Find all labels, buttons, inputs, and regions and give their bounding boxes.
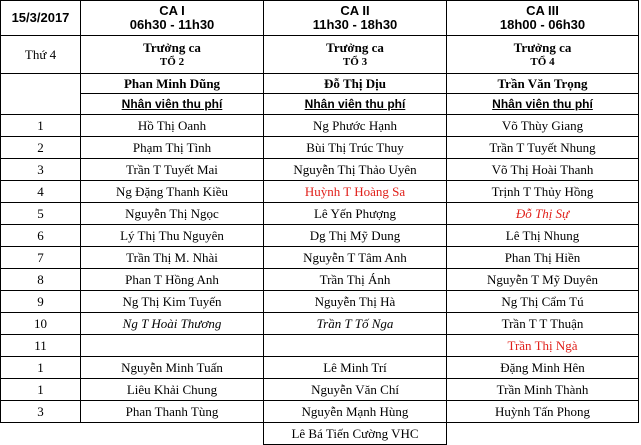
table-row [1, 225, 639, 247]
shift-1-leader: Phan Minh Dũng [81, 74, 264, 94]
shift-1-time: 06h30 - 11h30 [129, 17, 215, 32]
shift-3-staff: Phan Thị Hiền [447, 247, 639, 269]
shift-3-staff: Trần T T Thuận [447, 313, 639, 335]
shift-3-staff: Đỗ Thị Sự [447, 203, 639, 225]
shift-header-row [1, 1, 639, 36]
table-row [1, 401, 639, 423]
staff-title-blank [1, 94, 81, 115]
shift-3-staff: Trần Minh Thành [447, 379, 639, 401]
row-number [1, 423, 81, 445]
leader-blank [1, 74, 81, 94]
shift-1-staff: Ng Đặng Thanh Kiều [81, 181, 264, 203]
shift-1-staff: Ng T Hoài Thương [81, 313, 264, 335]
table-row [1, 313, 639, 335]
row-number: 1 [1, 115, 81, 137]
shift-1-staff: Lý Thị Thu Nguyên [81, 225, 264, 247]
shift-3-staff-title: Nhân viên thu phí [492, 97, 593, 111]
shift-3-team [447, 36, 639, 74]
table-row [1, 137, 639, 159]
leader-row [1, 74, 639, 94]
table-row [1, 181, 639, 203]
shift-2-staff: Nguyễn Văn Chí [264, 379, 447, 401]
shift-2-staff: Ng Phước Hạnh [264, 115, 447, 137]
row-number: 3 [1, 159, 81, 181]
shift-2-staff: Nguyễn Thị Hà [264, 291, 447, 313]
row-number: 1 [1, 357, 81, 379]
shift-1-staff-title: Nhân viên thu phí [121, 97, 223, 111]
shift-1-staff: Phạm Thị Tình [81, 137, 264, 159]
shift-3-header [447, 1, 639, 36]
row-number: 7 [1, 247, 81, 269]
table-row [1, 379, 639, 401]
shift-1-staff [81, 423, 264, 445]
shift-1-header [81, 1, 264, 36]
shift-1-name: CA I [159, 3, 185, 18]
shift-3-staff: Nguyễn T Mỹ Duyên [447, 269, 639, 291]
shift-1-staff: Phan Thanh Tùng [81, 401, 264, 423]
team-header-row [1, 36, 639, 74]
shift-1-team [81, 36, 264, 74]
shift-3-staff: Huỳnh Tấn Phong [447, 401, 639, 423]
shift-1-staff: Trần Thị M. Nhài [81, 247, 264, 269]
shift-1-staff-title-cell [81, 94, 264, 115]
shift-3-staff: Trịnh T Thủy Hồng [447, 181, 639, 203]
shift-2-name: CA II [340, 3, 370, 18]
shift-1-staff: Hồ Thị Oanh [81, 115, 264, 137]
row-number: 8 [1, 269, 81, 291]
shift-2-staff: Trần Thị Ánh [264, 269, 447, 291]
shift-2-role: Trưởng ca [326, 39, 384, 55]
shift-2-staff: Bùi Thị Trúc Thuy [264, 137, 447, 159]
shift-3-staff: Ng Thị Cẩm Tú [447, 291, 639, 313]
shift-3-leader: Trần Văn Trọng [447, 74, 639, 94]
row-number: 11 [1, 335, 81, 357]
shift-2-staff: Nguyễn Thị Thảo Uyên [264, 159, 447, 181]
shift-1-staff: Liêu Khải Chung [81, 379, 264, 401]
shift-3-staff: Đặng Minh Hên [447, 357, 639, 379]
shift-1-staff: Nguyễn Minh Tuấn [81, 357, 264, 379]
row-number: 3 [1, 401, 81, 423]
shift-2-team [264, 36, 447, 74]
shift-2-staff [264, 335, 447, 357]
shift-2-staff: Nguyễn Mạnh Hùng [264, 401, 447, 423]
table-row [1, 115, 639, 137]
row-number: 5 [1, 203, 81, 225]
shift-1-team-name: TỔ 2 [159, 55, 185, 68]
shift-3-staff [447, 423, 639, 445]
shift-2-staff: Lê Yến Phượng [264, 203, 447, 225]
shift-1-staff [81, 335, 264, 357]
shift-2-staff: Dg Thị Mỹ Dung [264, 225, 447, 247]
shift-3-staff: Võ Thùy Giang [447, 115, 639, 137]
shift-3-staff: Lê Thị Nhung [447, 225, 639, 247]
shift-3-time: 18h00 - 06h30 [499, 17, 586, 32]
shift-2-staff: Lê Minh Trí [264, 357, 447, 379]
shift-1-staff: Ng Thị Kim Tuyến [81, 291, 264, 313]
table-row [1, 335, 639, 357]
shift-1-staff: Phan T Hồng Anh [81, 269, 264, 291]
shift-1-staff: Trần T Tuyết Mai [81, 159, 264, 181]
shift-2-staff: Lê Bá Tiến Cường VHC [264, 423, 447, 445]
table-row [1, 357, 639, 379]
table-row [1, 423, 639, 445]
date-cell: 15/3/2017 [1, 1, 81, 36]
row-number: 9 [1, 291, 81, 313]
shift-2-header [264, 1, 447, 36]
table-row [1, 269, 639, 291]
shift-2-staff: Nguyễn T Tâm Anh [264, 247, 447, 269]
row-number: 6 [1, 225, 81, 247]
shift-1-staff: Nguyễn Thị Ngọc [81, 203, 264, 225]
table-row [1, 291, 639, 313]
shift-3-name: CA III [526, 3, 559, 18]
staff-title-row [1, 94, 639, 115]
shift-2-leader: Đỗ Thị Dịu [264, 74, 447, 94]
shift-1-role: Trưởng ca [143, 39, 201, 55]
shift-2-time: 11h30 - 18h30 [312, 17, 398, 32]
row-number: 1 [1, 379, 81, 401]
row-number: 10 [1, 313, 81, 335]
shift-3-staff: Võ Thị Hoài Thanh [447, 159, 639, 181]
table-row [1, 159, 639, 181]
shift-3-team-name: TỔ 4 [530, 55, 555, 68]
shift-3-staff: Trần T Tuyết Nhung [447, 137, 639, 159]
shift-3-role: Trưởng ca [513, 39, 572, 55]
shift-2-staff-title: Nhân viên thu phí [304, 97, 406, 111]
table-row [1, 203, 639, 225]
shift-2-staff: Huỳnh T Hoàng Sa [264, 181, 447, 203]
row-number: 4 [1, 181, 81, 203]
day-cell: Thứ 4 [1, 36, 81, 74]
shift-2-staff-title-cell [264, 94, 447, 115]
table-row [1, 247, 639, 269]
shift-3-staff: Trần Thị Ngà [447, 335, 639, 357]
shift-2-staff: Trần T Tố Nga [264, 313, 447, 335]
shift-2-team-name: TỔ 3 [342, 55, 368, 68]
shift-3-staff-title-cell [447, 94, 639, 115]
row-number: 2 [1, 137, 81, 159]
